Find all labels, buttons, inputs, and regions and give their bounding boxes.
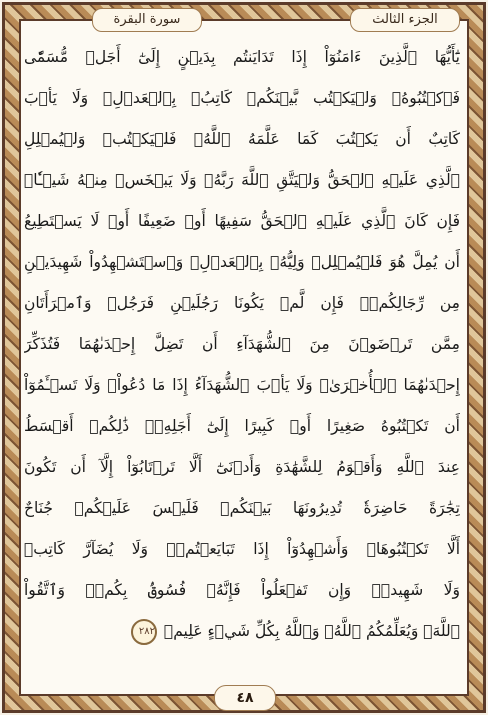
- page-header: [20, 4, 468, 34]
- text-line: يَٰٓأَيُّهَا ٱلَّذِينَ ءَامَنُوٓاْ إِذَا تَدَايَنتُم بِدَيۡنٍ إِلَىٰٓ أَجَلٖ مُّسَمّٗى: [24, 48, 460, 66]
- text-line: فَإِن كَانَ ٱلَّذِي عَلَيۡهِ ٱلۡحَقُّ سَفِيهًا أَوۡ ضَعِيفًا أَوۡ لَا يَسۡتَطِيعُ: [24, 212, 460, 230]
- text-line: أَن يُمِلَّ هُوَ فَلۡيُمۡلِلۡ وَلِيُّهُۥ بِٱلۡعَدۡلِۚ وَٱسۡتَشۡهِدُواْ شَهِيدَيۡنِ: [24, 253, 460, 271]
- text-line: فَٱكۡتُبُوهُۚ وَلۡيَكۡتُب بَّيۡنَكُمۡ كَاتِبُۢ بِٱلۡعَدۡلِۚ وَلَا يَأۡبَ: [24, 89, 460, 107]
- page-footer: [0, 685, 488, 711]
- text-line: أَلَّا تَكۡتُبُوهَاۗ وَأَشۡهِدُوٓاْ إِذَا تَبَايَعۡتُمۡۚ وَلَا يُضَآرَّ كَاتِبٞ: [24, 540, 460, 558]
- text-line: كَاتِبٌ أَن يَكۡتُبَ كَمَا عَلَّمَهُ ٱللَّهُۚ فَلۡيَكۡتُبۡ وَلۡيُمۡلِلِ: [24, 130, 460, 148]
- text-line: عِندَ ٱللَّهِ وَأَقۡوَمُ لِلشَّهَٰدَةِ وَأَدۡنَىٰٓ أَلَّا تَرۡتَابُوٓاْ إِلَّآ أَن تَكُونَ: [24, 458, 460, 476]
- verse-text-block: [24, 40, 460, 655]
- page-number: ٤٨: [214, 685, 276, 711]
- ayah-end-marker: ٢٨٢: [131, 619, 157, 645]
- text-line: إِحۡدَىٰهُمَا ٱلۡأُخۡرَىٰۚ وَلَا يَأۡبَ ٱلشُّهَدَآءُ إِذَا مَا دُعُواْۚ وَلَا تَسۡـَٔمُوٓاْ: [24, 376, 460, 394]
- text-line-last: [24, 614, 460, 648]
- text-line: مِمَّن تَرۡضَوۡنَ مِنَ ٱلشُّهَدَآءِ أَن تَضِلَّ إِحۡدَىٰهُمَا فَتُذَكِّرَ: [24, 335, 460, 353]
- text-line: مِن رِّجَالِكُمۡۖ فَإِن لَّمۡ يَكُونَا رَجُلَيۡنِ فَرَجُلٞ وَٱمۡرَأَتَانِ: [24, 294, 460, 312]
- juz-label: الجزء الثالث: [350, 8, 460, 32]
- surah-label: سورة البقرة: [92, 8, 202, 32]
- text-line: وَلَا شَهِيدٞۚ وَإِن تَفۡعَلُواْ فَإِنَّهُۥ فُسُوقُۢ بِكُمۡۗ وَٱتَّقُواْ: [24, 581, 460, 599]
- last-line-text: ٱللَّهَۖ وَيُعَلِّمُكُمُ ٱللَّهُۗ وَٱللَّهُ بِكُلِّ شَيۡءٍ عَلِيمٞ: [163, 622, 460, 640]
- text-line: ٱلَّذِي عَلَيۡهِ ٱلۡحَقُّ وَلۡيَتَّقِ ٱللَّهَ رَبَّهُۥ وَلَا يَبۡخَسۡ مِنۡهُ شَيۡـٔٗاۚ: [24, 171, 460, 189]
- text-line: أَن تَكۡتُبُوهُ صَغِيرًا أَوۡ كَبِيرًا إِلَىٰٓ أَجَلِهِۦۚ ذَٰلِكُمۡ أَقۡسَطُ: [24, 417, 460, 435]
- text-line: تِجَٰرَةً حَاضِرَةٗ تُدِيرُونَهَا بَيۡنَكُمۡ فَلَيۡسَ عَلَيۡكُمۡ جُنَاحٌ: [24, 499, 460, 517]
